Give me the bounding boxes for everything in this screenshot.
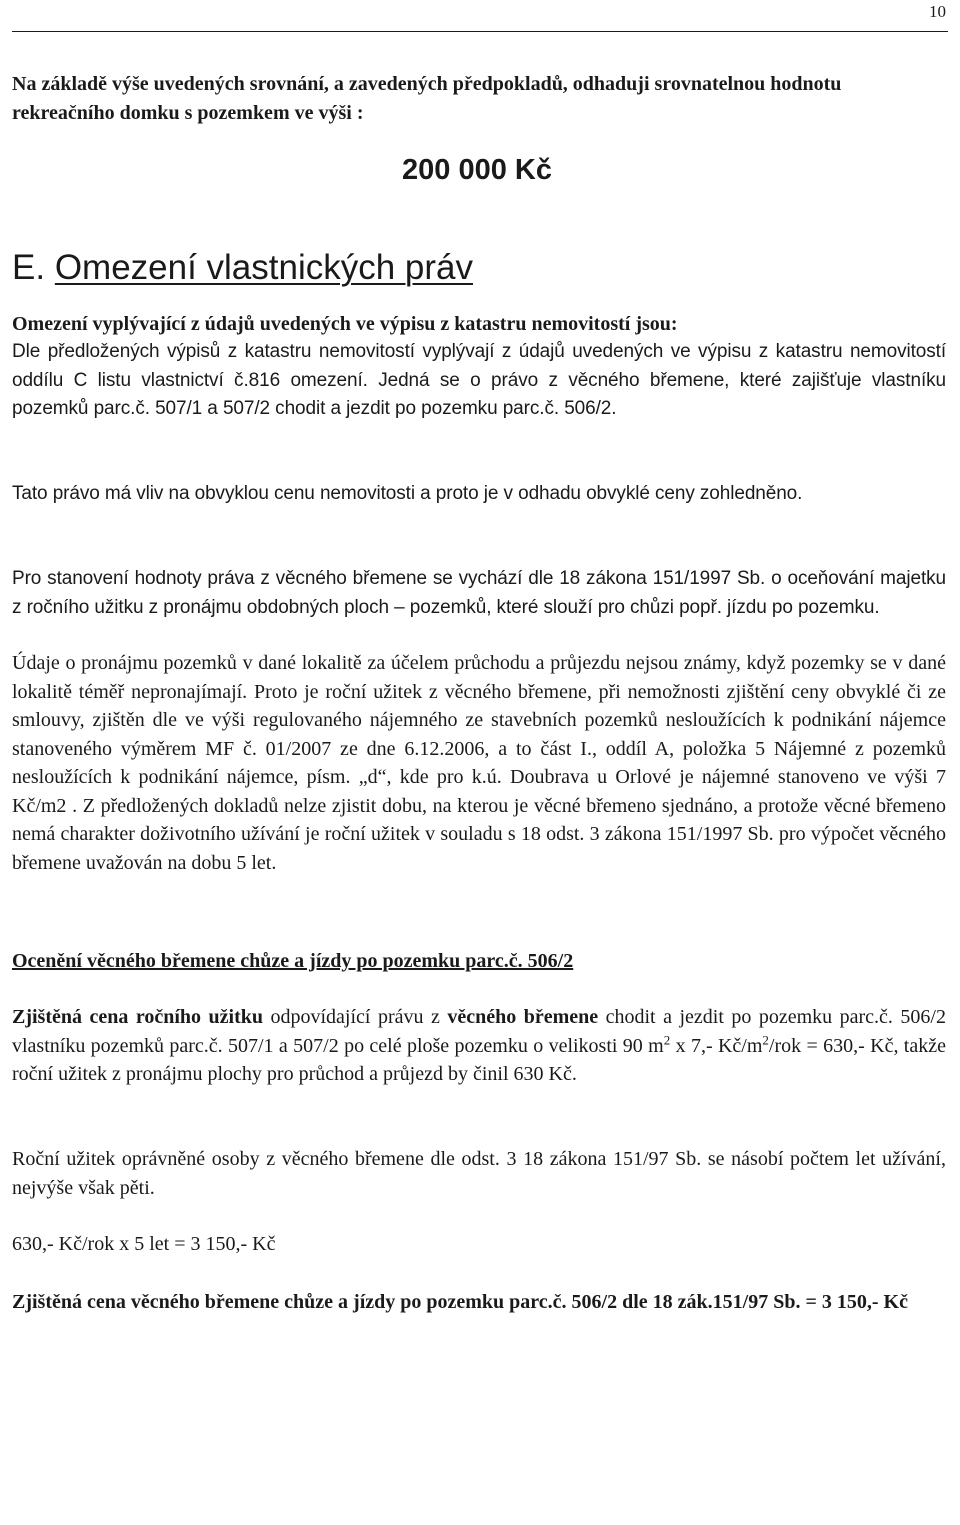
- valuation-text-a: odpovídající právu z: [263, 1006, 448, 1028]
- valuation-result: Zjištěná cena věcného břemene chůze a jízdy po pozemku parc.č. 506/2 dle 18 zák.151/97 Sb. = 3 150,- Kč: [12, 1291, 908, 1313]
- page-number: 10: [929, 2, 946, 21]
- valuation-calculation: 630,- Kč/rok x 5 let = 3 150,- Kč: [12, 1233, 276, 1255]
- valuation-paragraph-2: Roční užitek oprávněné osoby z věcného břemene dle odst. 3 18 zákona 151/97 Sb. se násobí počtem let užívání, nejvýše však pěti.: [12, 1148, 946, 1199]
- restrictions-paragraph-4: Údaje o pronájmu pozemků v dané lokalitě za účelem průchodu a průjezdu nejsou známy, když pozemky se v dané lokalitě téměř nepronajímají. Proto je roční užitek z věcného břemene, při nemožnosti zjištění ceny obvyklé či ze smlouvy, zjištěn dle ve výši regulovaného nájemného ze stavebních pozemků nesloužících k podnikání nájemce stanoveného výměrem MF č. 01/2007 ze dne 6.12.2006, a to část I., oddíl A, položka 5 Nájemné z pozemků nesloužících k podnikání nájemce, písm. „d“, kde pro k.ú. Doubrava u Orlové je nájemné stanoveno ve výši 7 Kč/m2 . Z předložených dokladů nelze zjistit dobu, na kterou je věcné břemeno sjednáno, a protože věcné břemeno nemá charakter doživotního užívání je roční užitek v souladu s 18 odst. 3 zákona 151/1997 Sb. pro výpočet věcného břemene uvažován na dobu 5 let.: [12, 652, 946, 874]
- restrictions-paragraph-3: Pro stanovení hodnoty práva z věcného břemene se vychází dle 18 zákona 151/1997 Sb. o oceňování majetku z ročního užitku z pronájmu obdobných ploch – pozemků, které slouží pro chůzi popř. jízdu po pozemku.: [12, 568, 946, 618]
- section-title: Omezení vlastnických práv: [54, 248, 474, 287]
- superscript-1: 2: [663, 1031, 671, 1047]
- header-rule: [12, 31, 948, 32]
- estimated-price: 200 000 Kč: [402, 154, 552, 186]
- restrictions-paragraph-2: Tato právo má vliv na obvyklou cenu nemovitosti a proto je v odhadu obvyklé ceny zohledněno.: [12, 483, 803, 504]
- valuation-term-cena: Zjištěná cena ročního užitku: [12, 1006, 263, 1028]
- section-heading: [12, 248, 473, 288]
- superscript-2: 2: [762, 1031, 769, 1047]
- valuation-term-bremeno: věcného břemene: [447, 1006, 599, 1028]
- valuation-text-b: chodit a jezdit po pozemku parc.č. 506/2 vlastníku pozemků parc.č. 507/1 a 507/2 po celé ploše pozemku o velikosti 90 m: [12, 1006, 946, 1057]
- section-number: E.: [12, 248, 46, 287]
- valuation-text-d: /rok = 630,- Kč, takže roční užitek z pronájmu plochy pro průchod a průjezd by činil 630 Kč.: [12, 1034, 946, 1085]
- valuation-paragraph-1: [12, 1003, 946, 1089]
- valuation-text-c: x 7,- Kč/m: [670, 1034, 763, 1057]
- restrictions-paragraph-1: Dle předložených výpisů z katastru nemovitostí vyplývají z údajů uvedených ve výpisu z katastru nemovitostí oddílu C listu vlastnictví č.816 omezení. Jedná se o právo z věcného břemene, které zajišťuje vlastníku pozemků parc.č. 507/1 a 507/2 chodit a jezdit po pozemku parc.č. 506/2.: [12, 341, 946, 419]
- restrictions-heading: Omezení vyplývající z údajů uvedených ve výpisu z katastru nemovitostí jsou:: [12, 313, 678, 335]
- valuation-heading: Ocenění věcného břemene chůze a jízdy po pozemku parc.č. 506/2: [12, 950, 574, 972]
- intro-paragraph: Na základě výše uvedených srovnání, a zavedených předpokladů, odhaduji srovnatelnou hodnotu rekreačního domku s pozemkem ve výši :: [12, 73, 842, 124]
